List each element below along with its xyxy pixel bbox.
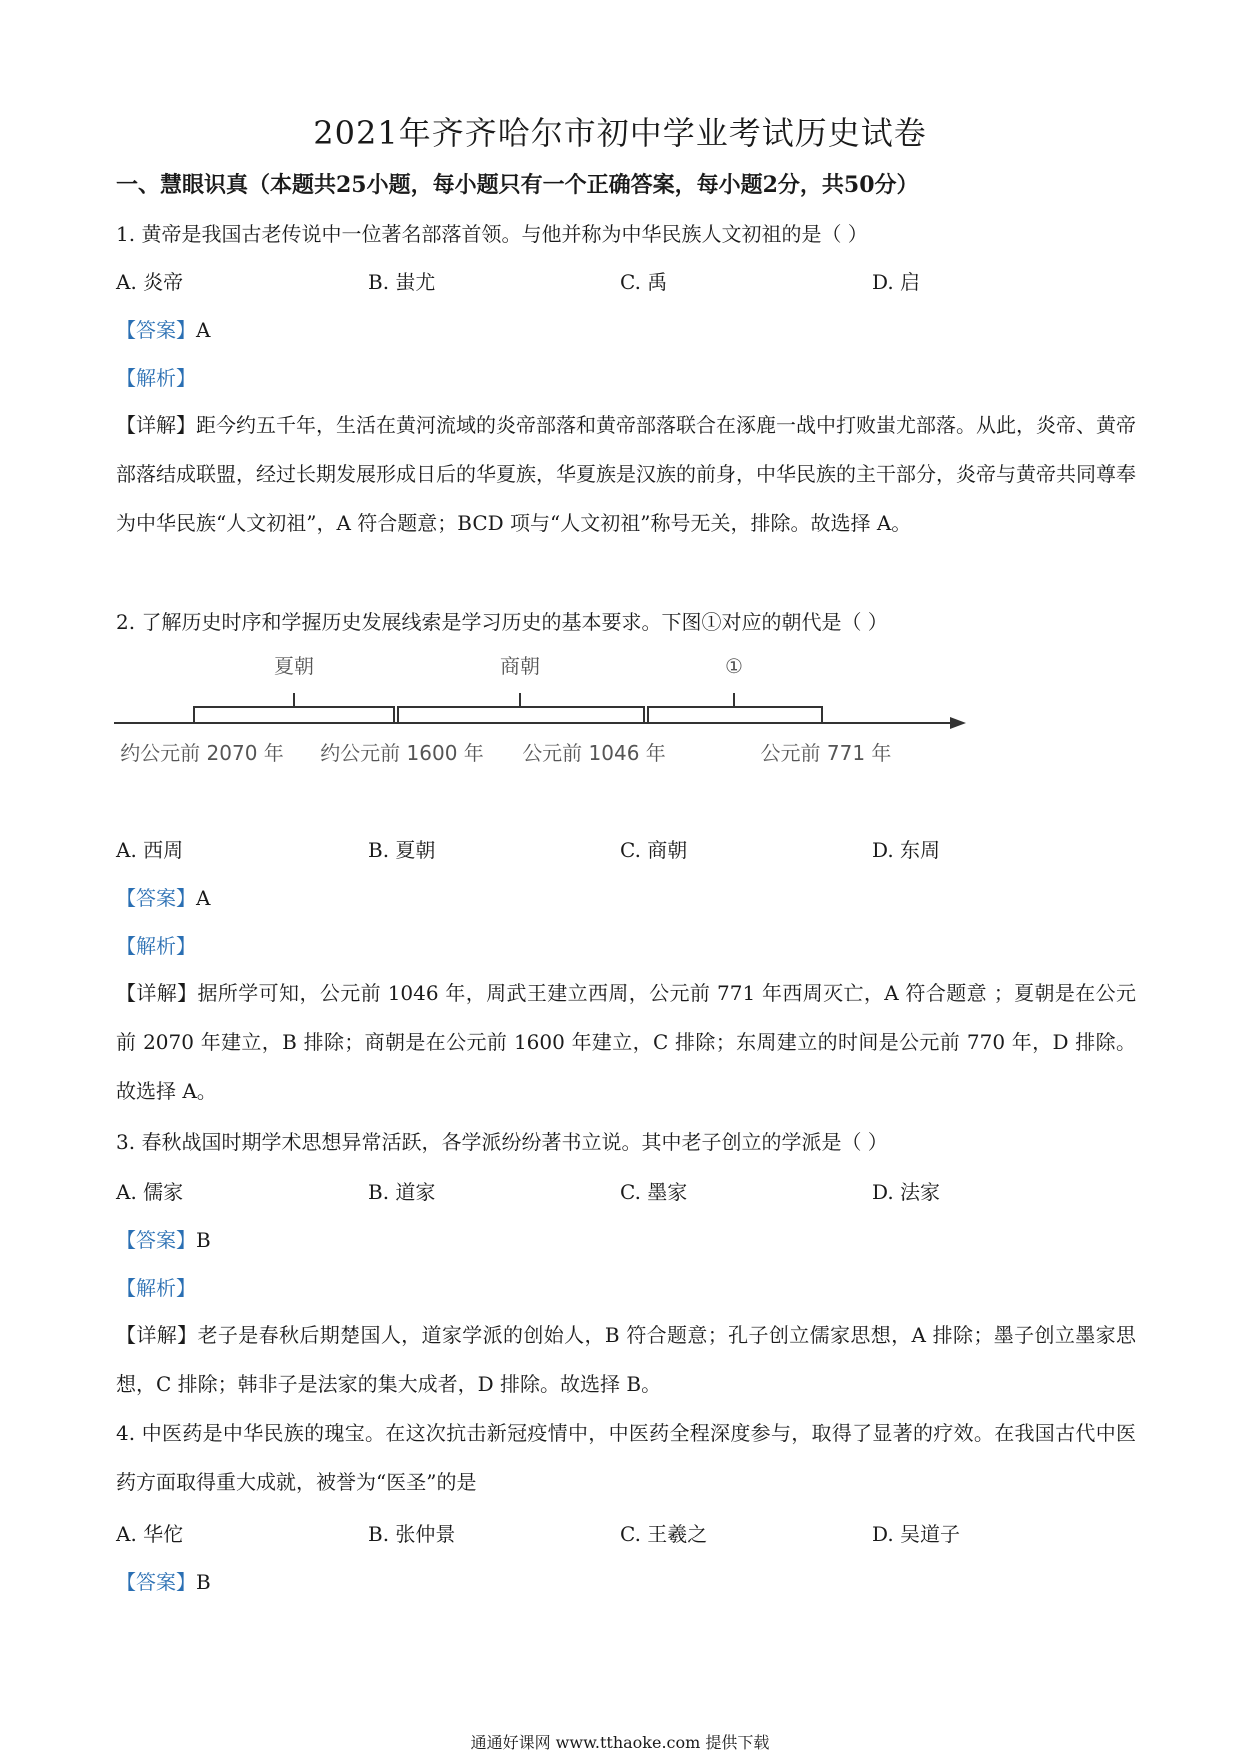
answer-value: A <box>196 318 211 342</box>
q1-detail <box>116 401 1136 548</box>
section-heading: 一、慧眼识真（本题共25小题，每小题只有一个正确答案，每小题2分，共50分） <box>116 172 919 198</box>
q4-option-a: A. 华佗 <box>116 1522 184 1546</box>
analysis-tag: 【解析】 <box>116 366 196 390</box>
q2-option-c: C. 商朝 <box>620 838 688 862</box>
question-2-stem: 2. 了解历史时序和学握历史发展线索是学习历史的基本要求。下图①对应的朝代是（ ） <box>116 610 888 634</box>
q1-analysis <box>116 364 196 392</box>
detail-tag: 【详解】 <box>116 1323 198 1347</box>
bracket-xia <box>194 707 394 723</box>
detail-tag: 【详解】 <box>116 981 198 1005</box>
detail-text: 据所学可知，公元前 1046 年，周武王建立西周，公元前 771 年西周灭亡，A 符合题意 ；夏朝是在公元前 2070 年建立，B 排除；商朝是在公元前 1600 年建立，C 排除；东周建立的时间是公元前 770 年，D 排除。故选择 A。 <box>116 981 1136 1103</box>
q3-analysis <box>116 1274 196 1302</box>
page-title: 2021年齐齐哈尔市初中学业考试历史试卷 <box>313 114 927 152</box>
answer-tag: 【答案】 <box>116 1570 196 1594</box>
q1-option-c: C. 禹 <box>620 270 668 294</box>
q4-option-b: B. 张仲景 <box>368 1522 456 1546</box>
bracket-circle-1 <box>648 707 822 723</box>
q4-option-d: D. 吴道子 <box>872 1522 961 1546</box>
analysis-tag: 【解析】 <box>116 934 196 958</box>
page-footer: 通通好课网 www.tthaoke.com 提供下载 <box>470 1733 770 1752</box>
detail-text: 老子是春秋后期楚国人，道家学派的创始人，B 符合题意；孔子创立儒家思想，A 排除；墨子创立墨家思想，C 排除；韩非子是法家的集大成者，D 排除。故选择 B。 <box>116 1323 1136 1396</box>
q1-answer <box>116 316 210 344</box>
q2-answer <box>116 884 210 912</box>
q3-option-c: C. 墨家 <box>620 1180 688 1204</box>
date-771: 公元前 771 年 <box>760 741 892 765</box>
bracket-shang <box>398 707 644 723</box>
q3-option-a: A. 儒家 <box>116 1180 184 1204</box>
detail-text: 距今约五千年，生活在黄河流域的炎帝部落和黄帝部落联合在涿鹿一战中打败蚩尤部落。从此，炎帝、黄帝部落结成联盟，经过长期发展形成日后的华夏族，华夏族是汉族的前身，中华民族的主干部分，炎帝与黄帝共同尊奉为中华民族“人文初祖”，A 符合题意；BCD 项与“人文初祖”称号无关，排除。故选择 A。 <box>116 413 1136 535</box>
q2-detail <box>116 969 1136 1116</box>
q2-option-d: D. 东周 <box>872 838 941 862</box>
label-circle-1: ① <box>725 654 743 678</box>
question-4-stem: 4. 中医药是中华民族的瑰宝。在这次抗击新冠疫情中，中医药全程深度参与，取得了显著的疗效。在我国古代中医药方面取得重大成就，被誉为“医圣”的是 <box>116 1421 1136 1494</box>
q4-answer <box>116 1568 211 1596</box>
answer-tag: 【答案】 <box>116 1228 196 1252</box>
question-3-stem: 3. 春秋战国时期学术思想异常活跃，各学派纷纷著书立说。其中老子创立的学派是（ ） <box>116 1130 888 1154</box>
q2-analysis <box>116 932 196 960</box>
answer-value: B <box>196 1570 211 1594</box>
q2-option-b: B. 夏朝 <box>368 838 436 862</box>
label-xia: 夏朝 <box>274 654 314 678</box>
q3-detail <box>116 1311 1136 1409</box>
analysis-tag: 【解析】 <box>116 1276 196 1300</box>
dynasty-timeline <box>110 645 970 775</box>
answer-tag: 【答案】 <box>116 318 196 342</box>
answer-value: A <box>196 886 211 910</box>
q4-option-c: C. 王羲之 <box>620 1522 708 1546</box>
q1-option-b: B. 蚩尤 <box>368 270 436 294</box>
q1-option-a: A. 炎帝 <box>116 270 184 294</box>
q3-answer <box>116 1226 211 1254</box>
question-1-stem: 1. 黄帝是我国古老传说中一位著名部落首领。与他并称为中华民族人文初祖的是（ ） <box>116 222 868 246</box>
q1-option-d: D. 启 <box>872 270 921 294</box>
answer-value: B <box>196 1228 211 1252</box>
date-2070: 约公元前 2070 年 <box>120 741 284 765</box>
detail-tag: 【详解】 <box>116 413 196 437</box>
label-shang: 商朝 <box>500 654 540 678</box>
q3-option-d: D. 法家 <box>872 1180 941 1204</box>
date-1046: 公元前 1046 年 <box>522 741 666 765</box>
q2-option-a: A. 西周 <box>116 838 184 862</box>
answer-tag: 【答案】 <box>116 886 196 910</box>
timeline-arrowhead <box>950 717 966 729</box>
q3-option-b: B. 道家 <box>368 1180 436 1204</box>
date-1600: 约公元前 1600 年 <box>320 741 484 765</box>
